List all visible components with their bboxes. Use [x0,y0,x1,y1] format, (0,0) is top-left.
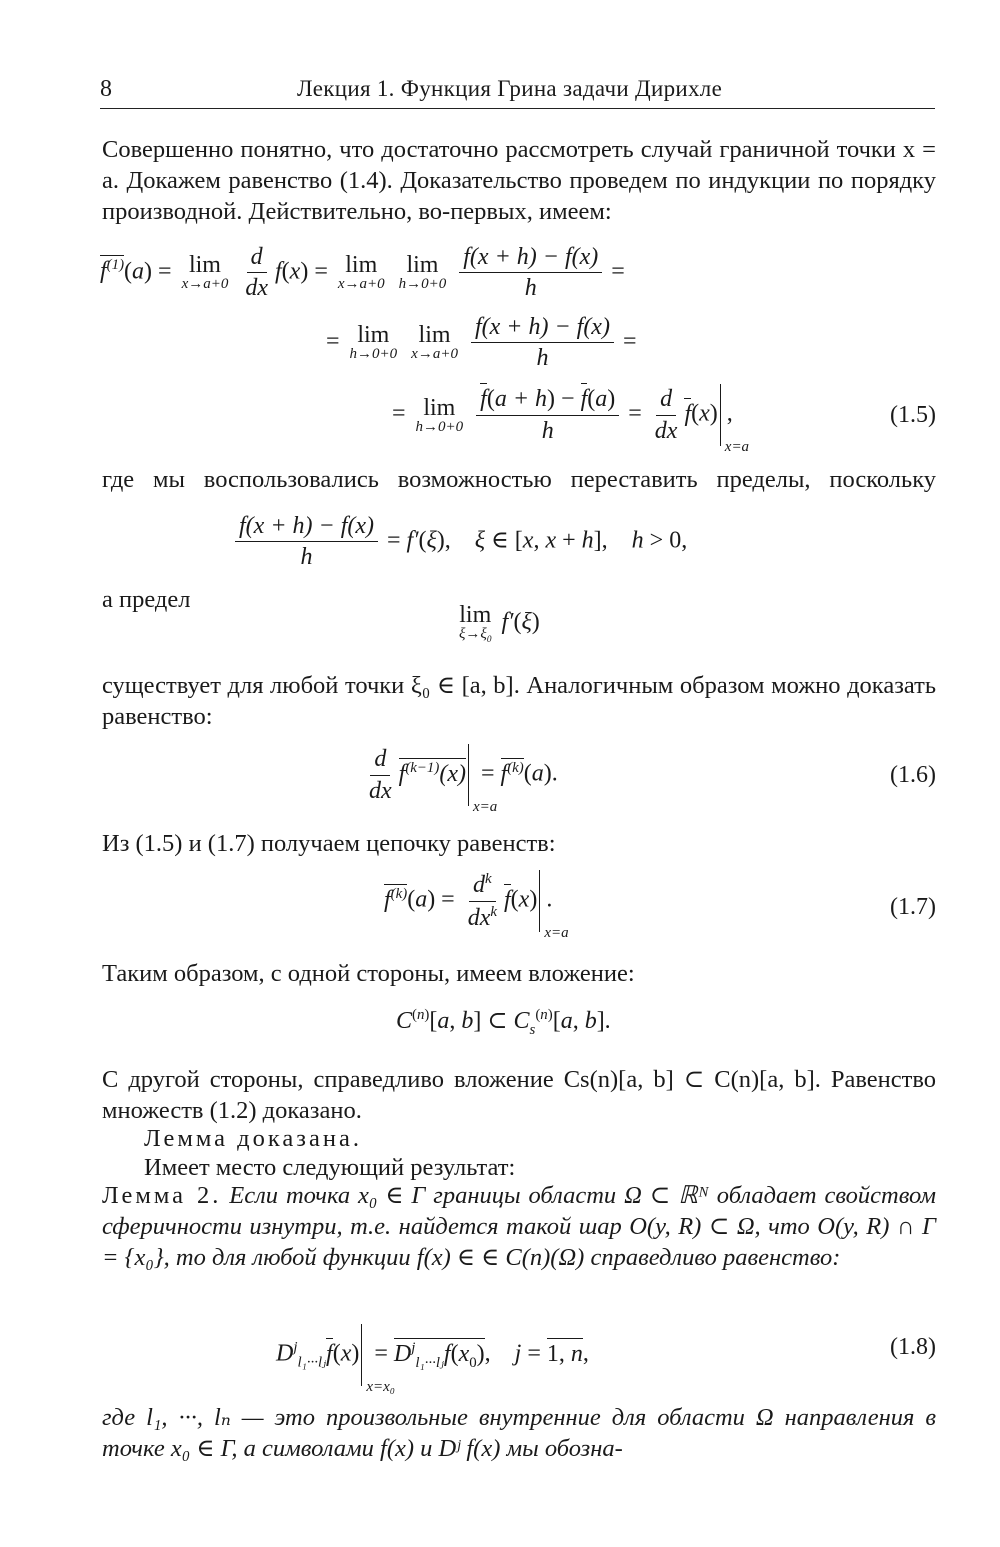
equation-1-5-line-2: = lim h→0+0 lim x→a+0 $\frac{f(x + h) - f(x)}{h}$ = [326,314,637,372]
running-header [100,74,935,109]
equation-1-7: $f^{(k)}(a)$ = $\frac{d^k}{dx^k}$ f(x) x=a . [384,871,569,941]
equation-label-1-5: (1.5) [890,402,936,428]
paragraph-10: где l₁, ···, lₙ — это произвольные внутренние для области Ω направления в точке x₀ ∈ Γ, а символами f(x) и Dʲ f(x) мы обозна- [102,1404,936,1462]
equation-label-1-8: (1.8) [890,1334,936,1360]
equation-1-6: $\frac{d}{dx}$ $f^{(k-1)}(x)$ x=a = $f^{(k)}(a)$. [362,744,558,806]
paragraph-5: Из (1.5) и (1.7) получаем цепочку равенств: [102,830,556,857]
equation-label-1-6: (1.6) [890,762,936,788]
lemma-2 [102,1180,936,1273]
paragraph-8: Лемма доказана. [144,1125,362,1152]
paragraph-1: Совершенно понятно, что достаточно рассмотреть случай граничной точки x = a. Докажем равенство (1.4). Доказательство проведем по индукции по порядку производной. Действительно, во-первых, имеем: [102,136,936,225]
paragraph-6: Таким образом, с одной стороны, имеем вложение: [102,960,635,987]
paragraph-2: где мы воспользовались возможностью переставить пределы, поскольку [102,466,936,493]
page-number: 8 [100,76,112,102]
paragraph-3: а предел [102,586,191,613]
equation-inclusion: $C^{(n)}[a$, b] ⊂ $C_s^{(n)}[a$, b]. [396,1007,611,1038]
equation-1-5-line-1: $f^{(1)}(a)$ = lim x→a+0 $\frac{d}{dx}$ f(x) = lim x→a+0 lim h→0+0 $\frac{f(x + h) - f(x)}{h}$ = [100,244,625,302]
equation-label-1-7: (1.7) [890,894,936,920]
equation-1-8: $D^j_{l_1\cdot\cdot\cdot lⱼ}f(x)$ x=x₀ = $D^j_{l_1\cdot\cdot\cdot lⱼ}f(x_0)$, j = 1, n, [276,1324,589,1386]
paragraph-4: существует для любой точки ξ₀ ∈ [a, b]. Аналогичным образом можно доказать равенство: [102,672,936,730]
lemma-text: Если точка x₀ ∈ Γ границы области Ω ⊂ ℝᴺ обладает свойством сферичности изнутри, т.е. найдется такой шар O(y, R) ⊂ Ω, что O(y, R) ∩ Γ = {x₀}, то для любой функции f(x) ∈ ∈ C(n)(Ω) справедливо равенство: [102,1182,936,1271]
equation-mean-value: $\frac{f(x + h) - f(x)}{h}$ = f′(ξ), ξ ∈ [x, x + h], h > 0, [232,513,687,571]
paragraph-9: Имеет место следующий результат: [144,1154,516,1181]
equation-limit-derivative: lim $\xi\to\xi_0$ f′(ξ) [459,602,540,645]
equation-1-5-line-3: = lim h→0+0 $\frac{f(a + h) - f(a)}{h}$ = $\frac{d}{dx}$ f(x) x=a , [392,384,733,446]
running-title: Лекция 1. Функция Грина задачи Дирихле [297,76,723,101]
lemma-label: Лемма 2. [102,1182,222,1209]
paragraph-7: С другой стороны, справедливо вложение Cs(n)[a, b] ⊂ C(n)[a, b]. Равенство множеств (1.2) доказано. [102,1066,936,1124]
